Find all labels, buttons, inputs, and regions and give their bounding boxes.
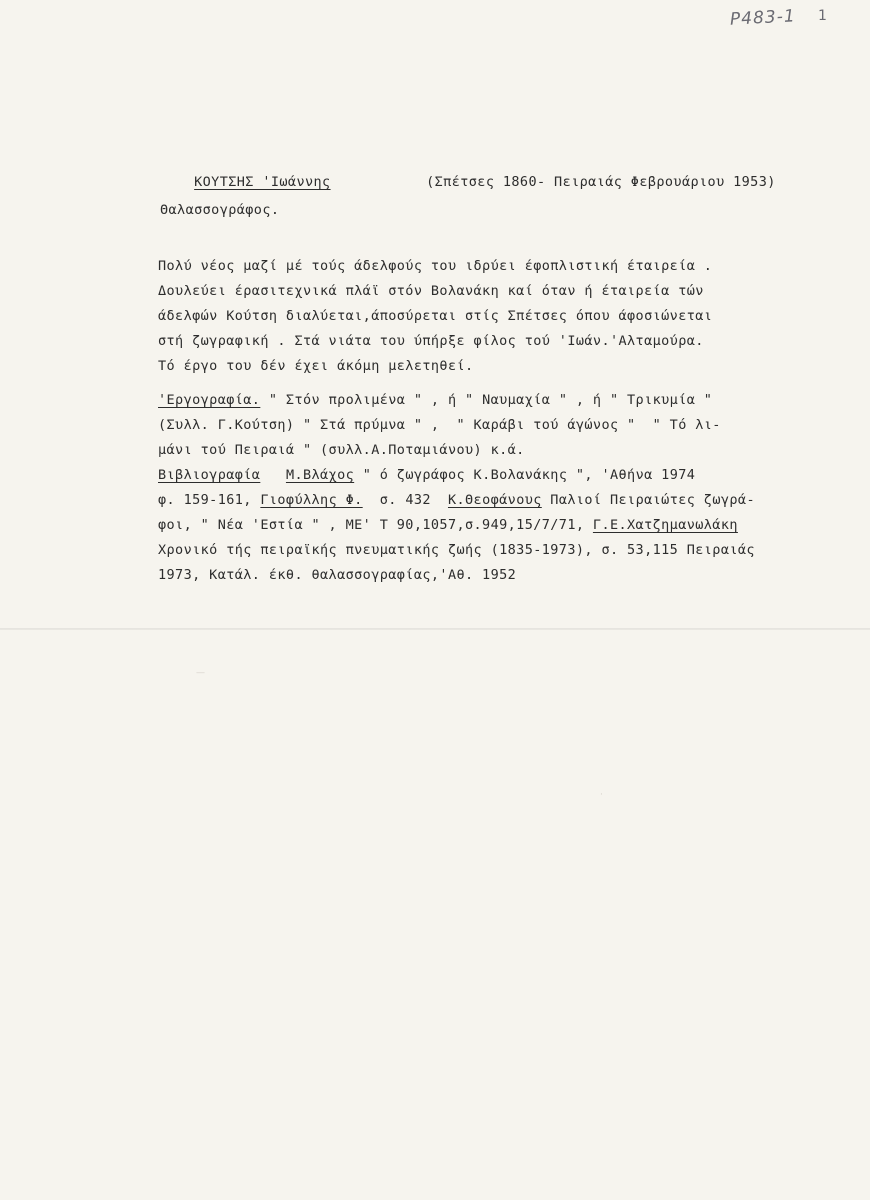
works-line: (Συλλ. Γ.Κούτση) " Στά πρύμνα " , " Καράβι τού άγώνος " " Τό λι- — [158, 417, 721, 433]
bibliography-author: Γ.Ε.Χατζημανωλάκη — [592, 517, 738, 533]
bibliography-author: Μ.Βλάχος — [285, 467, 355, 483]
works-section — [158, 392, 838, 472]
entry-header — [160, 158, 331, 206]
works-text: " Στόν προλιμένα " , ή " Ναυμαχία " , ή " Τρικυμία " — [260, 392, 713, 408]
bibliography-label: Βιβλιογραφία — [158, 467, 261, 483]
bibliography-text: Παλιοί Πειραιώτες ζωγρά- — [541, 492, 755, 508]
bibliography-line — [158, 517, 738, 533]
handwritten-page-number: 1 — [818, 8, 827, 24]
biography-line: στή ζωγραφική . Στά νιάτα του ύπήρξε φίλος τού 'Ιωάν.'Αλταμούρα. — [158, 333, 704, 349]
bibliography-text: " ό ζωγράφος Κ.Βολανάκης ", 'Αθήνα 1974 — [354, 467, 696, 483]
paper-fold-line — [0, 628, 870, 630]
works-label: 'Εργογραφία. — [158, 392, 261, 408]
biography-line: Τό έργο του δέν έχει άκόμη μελετηθεί. — [158, 358, 474, 374]
bibliography-section — [158, 467, 848, 597]
bibliography-author: Κ.Θεοφάνους — [447, 492, 542, 508]
bibliography-line: Χρονικό τής πειραϊκής πνευματικής ζωής (1835-1973), σ. 53,115 Πειραιάς — [158, 542, 755, 558]
artist-name: ΚΟΥΤΣΗΣ 'Ιωάννης — [194, 174, 331, 190]
profession: Θαλασσογράφος. — [160, 202, 280, 218]
biography-line: Δουλεύει έρασιτεχνικά πλάϊ στόν Βολανάκη καί όταν ή έταιρεία τών — [158, 283, 704, 299]
bibliography-line — [158, 467, 695, 483]
works-line: μάνι τού Πειραιά " (συλλ.Α.Ποταμιάνου) κ.ά. — [158, 442, 525, 458]
bibliography-text: φ. 159-161, — [158, 492, 261, 508]
handwritten-archive-code: P483-1 — [729, 6, 797, 30]
artist-dates: (Σπέτσες 1860- Πειραιάς Φεβρουάριου 1953) — [426, 174, 776, 190]
entry-header-dates — [392, 158, 776, 206]
bibliography-text: φοι, " Νέα 'Εστία " , ΜΕ' Τ 90,1057,σ.949,15/7/71, — [158, 517, 593, 533]
bleed-through-mark: · — [600, 790, 603, 800]
bibliography-line: 1973, Κατάλ. έκθ. θαλασσογραφίας,'Αθ. 1952 — [158, 567, 517, 583]
bibliography-author: Γιοφύλλης Φ. — [260, 492, 363, 508]
bibliography-line — [158, 492, 755, 508]
biography-line: Πολύ νέος μαζί μέ τούς άδελφούς του ιδρύει έφοπλιστική έταιρεία . — [158, 258, 713, 274]
bleed-through-mark: — — [196, 668, 205, 678]
works-line — [158, 392, 712, 408]
bibliography-text: σ. 432 — [362, 492, 448, 508]
biography-line: άδελφών Κούτση διαλύεται,άποσύρεται στίς Σπέτσες όπου άφοσιώνεται — [158, 308, 713, 324]
biography-paragraph — [158, 258, 838, 388]
